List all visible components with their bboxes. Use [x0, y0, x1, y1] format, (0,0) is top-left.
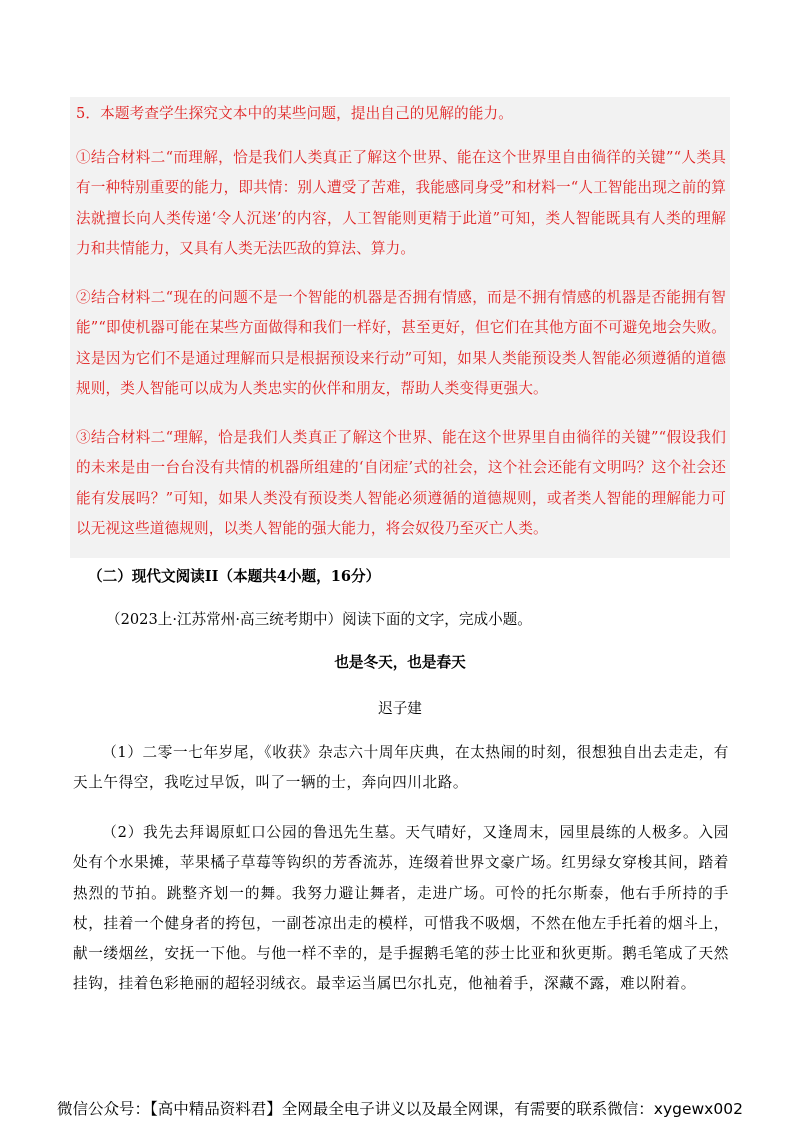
answer-point-2: ②结合材料二“现在的问题不是一个智能的机器是否拥有情感，而是不拥有情感的机器是否能拥有智能”“即使机器可能在某些方面做得和我们一样好，甚至更好，但它们在其他方面不可避免地会失败。这是因为它们不是通过理解而只是根据预设来行动”可知，如果人类能预设类人智能必须遵循的道德规则，类人智能可以成为人类忠实的伙伴和朋友，帮助人类变得更强大。 — [76, 289, 726, 397]
section-heading: （二）现代文阅读II（本题共4小题，16分） — [88, 568, 381, 585]
article-paragraph-2: （2）我先去拜谒原虹口公园的鲁迅先生墓。天气晴好，又逢周末，园里晨练的人极多。入园处有个水果摊，苹果橘子草莓等钩织的芳香流苏，连缀着世界文豪广场。红男绿女穿梭其间，踏着热烈的节拍。跳整齐划一的舞。我努力避让舞者，走进广场。可怜的托尔斯泰，他右手所持的手杖，挂着一个健身者的挎包，一副苍凉出走的模样，可惜我不吸烟，不然在他左手托着的烟斗上，献一缕烟丝，安抚一下他。与他一样不幸的，是手握鹅毛笔的莎士比亚和狄更斯。鹅毛笔成了天然挂钩，挂着色彩艳丽的超轻羽绒衣。最幸运当属巴尔扎克，他袖着手，深藏不露，难以附着。 — [73, 824, 729, 993]
article-title: 也是冬天，也是春天 — [334, 654, 466, 671]
article-paragraph-1: （1）二零一七年岁尾，《收获》杂志六十周年庆典，在太热闹的时刻，很想独自出去走走，有天上午得空，我吃过早饭，叫了一辆的士，奔向四川北路。 — [73, 744, 729, 792]
question-source: （2023上·江苏常州·高三统考期中）阅读下面的文字，完成小题。 — [106, 611, 532, 628]
answer-explanation-box — [70, 97, 730, 558]
footer-note: 微信公众号：【高中精品资料君】全网最全电子讲义以及最全网课，有需要的联系微信：xygewx002 — [57, 1100, 743, 1118]
answer-point-1: ①结合材料二“而理解，恰是我们人类真正了解这个世界、能在这个世界里自由徜徉的关键”“人类具有一种特别重要的能力，即共情：别人遭受了苦难，我能感同身受”和材料一“人工智能出现之前的算法就擅长向人类传递‘令人沉迷’的内容，人工智能则更精于此道”可知，类人智能既具有人类的理解力和共情能力，又具有人类无法匹敌的算法、算力。 — [76, 149, 726, 257]
answer-point-3: ③结合材料二“理解，恰是我们人类真正了解这个世界、能在这个世界里自由徜徉的关键”“假设我们的未来是由一台台没有共情的机器所组建的‘自闭症’式的社会，这个社会还能有文明吗？这个社会还能有发展吗？”可知，如果人类没有预设类人智能必须遵循的道德规则，或者类人智能的理解能力可以无视这些道德规则，以类人智能的强大能力，将会奴役乃至灭亡人类。 — [76, 429, 726, 537]
question-5-explanation: 5．本题考查学生探究文本中的某些问题，提出自己的见解的能力。 — [76, 105, 514, 122]
article-author: 迟子建 — [378, 700, 422, 717]
